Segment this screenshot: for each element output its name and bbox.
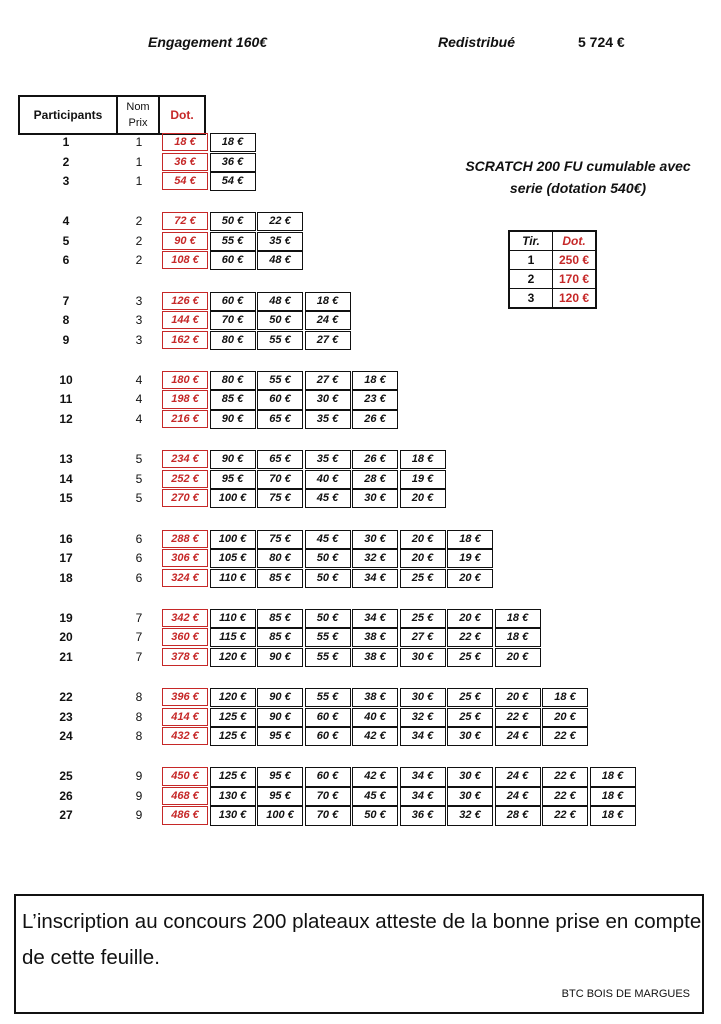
prize-cell: 25 €	[447, 648, 493, 667]
dotation-cell: 378 €	[162, 648, 208, 666]
prize-cell: 38 €	[352, 628, 398, 647]
prize-cell: 60 €	[210, 292, 256, 311]
dotation-cell: 306 €	[162, 549, 208, 567]
prize-cell: 125 €	[210, 767, 256, 786]
prize-cell: 18 €	[590, 787, 636, 806]
prize-cell: 60 €	[305, 767, 351, 786]
prize-cell: 95 €	[257, 767, 303, 786]
prize-cell: 20 €	[542, 708, 588, 727]
prize-cell: 34 €	[400, 767, 446, 786]
participants-count: 1	[62, 135, 70, 149]
prize-cell: 54 €	[210, 172, 256, 191]
prize-cell: 19 €	[447, 549, 493, 568]
tir-dot-header: Dot.	[553, 231, 597, 251]
prize-cell: 60 €	[305, 708, 351, 727]
prize-cell: 80 €	[210, 371, 256, 390]
participants-count: 9	[62, 332, 70, 347]
tir-dot: 120 €	[553, 289, 597, 309]
prize-cell: 55 €	[257, 371, 303, 390]
participants-count: 7	[62, 293, 70, 308]
prize-cell: 48 €	[257, 292, 303, 311]
prize-cell: 22 €	[447, 628, 493, 647]
club-name: BTC BOIS DE MARGUES	[561, 988, 690, 1000]
participants-count: 26	[59, 788, 73, 803]
nom-prix-count: 1	[135, 154, 143, 169]
prize-cells	[162, 172, 257, 191]
prize-cell: 18 €	[495, 609, 541, 628]
participants-count: 27	[59, 808, 73, 823]
nom-prix-count: 9	[135, 808, 143, 823]
prize-cells	[162, 806, 637, 825]
prize-cell: 85 €	[257, 628, 303, 647]
nom-prix-count: 4	[135, 372, 143, 387]
prize-cell: 55 €	[305, 648, 351, 667]
prize-cell: 50 €	[305, 549, 351, 568]
prize-cell: 50 €	[210, 212, 256, 231]
prize-cell: 90 €	[257, 688, 303, 707]
prize-cell: 110 €	[210, 569, 256, 588]
prize-cell: 18 €	[210, 133, 256, 152]
prize-cells	[162, 648, 542, 667]
prize-cell: 36 €	[210, 153, 256, 172]
dotation-cell: 90 €	[162, 232, 208, 250]
prize-cell: 125 €	[210, 708, 256, 727]
prize-cell: 90 €	[257, 648, 303, 667]
prize-cell: 60 €	[305, 727, 351, 746]
prize-cell: 22 €	[257, 212, 303, 231]
table-header	[18, 95, 206, 135]
nom-prix-count: 6	[135, 551, 143, 565]
prize-cell: 38 €	[352, 648, 398, 667]
prize-cells	[162, 530, 495, 549]
prize-cell: 95 €	[257, 787, 303, 806]
participants-count: 24	[59, 729, 73, 744]
prize-cell: 30 €	[352, 489, 398, 508]
nom-prix-count: 9	[135, 788, 143, 803]
prize-cell: 20 €	[495, 688, 541, 707]
nom-prix-header	[117, 96, 159, 134]
prize-cell: 20 €	[447, 569, 493, 588]
prize-cell: 65 €	[257, 410, 303, 429]
dot-header: Dot.	[159, 96, 205, 134]
prize-cell: 55 €	[305, 688, 351, 707]
prize-cell: 100 €	[210, 530, 256, 549]
participants-count: 25	[59, 769, 73, 784]
dotation-cell: 72 €	[162, 212, 208, 230]
prize-cell: 130 €	[210, 806, 256, 825]
participants-count: 5	[62, 233, 70, 248]
prize-cell: 32 €	[400, 708, 446, 727]
participants-count: 2	[62, 154, 70, 169]
participants-count: 10	[59, 372, 73, 387]
prize-cell: 22 €	[542, 806, 588, 825]
participants-count: 22	[59, 690, 73, 705]
nom-prix-count: 7	[135, 649, 143, 664]
prize-cells	[162, 371, 400, 390]
scratch-note	[440, 155, 716, 199]
prize-cells	[162, 549, 495, 568]
participants-count: 17	[59, 551, 73, 565]
prize-cell: 18 €	[542, 688, 588, 707]
prize-cell: 85 €	[210, 390, 256, 409]
prize-cell: 90 €	[257, 708, 303, 727]
prize-cells	[162, 410, 400, 429]
nom-prix-count: 3	[135, 293, 143, 308]
prize-cell: 105 €	[210, 549, 256, 568]
prize-cell: 70 €	[305, 787, 351, 806]
prize-cell: 50 €	[257, 311, 303, 330]
prize-cell: 42 €	[352, 767, 398, 786]
prize-cells	[162, 489, 447, 508]
prize-cell: 18 €	[352, 371, 398, 390]
prize-cell: 50 €	[352, 806, 398, 825]
prize-cell: 20 €	[495, 648, 541, 667]
nom-prix-count: 5	[135, 491, 143, 506]
participants-count: 23	[59, 709, 73, 724]
prize-cells	[162, 153, 257, 172]
dotation-cell: 486 €	[162, 806, 208, 824]
prize-cell: 18 €	[400, 450, 446, 469]
prize-cell: 95 €	[257, 727, 303, 746]
prize-cell: 22 €	[542, 727, 588, 746]
dotation-cell: 36 €	[162, 153, 208, 171]
prize-cell: 48 €	[257, 251, 303, 270]
prize-cell: 20 €	[400, 530, 446, 549]
nom-prix-count: 8	[135, 709, 143, 724]
dotation-cell: 54 €	[162, 172, 208, 190]
dotation-cell: 108 €	[162, 251, 208, 269]
tir-number: 1	[509, 251, 553, 270]
nom-prix-count: 5	[135, 452, 143, 467]
prize-cells	[162, 133, 257, 152]
prize-cell: 27 €	[400, 628, 446, 647]
prize-cell: 20 €	[400, 489, 446, 508]
dotation-cell: 414 €	[162, 708, 208, 726]
prize-cells	[162, 688, 590, 707]
prize-cells	[162, 390, 400, 409]
prize-cells	[162, 331, 352, 350]
participants-count: 19	[59, 610, 73, 625]
dotation-cell: 126 €	[162, 292, 208, 310]
participants-count: 18	[59, 570, 73, 585]
participants-count: 13	[59, 452, 73, 467]
prize-cell: 65 €	[257, 450, 303, 469]
prize-cells	[162, 628, 542, 647]
nom-prix-count: 1	[135, 174, 143, 188]
notice-text: L’inscription au concours 200 plateaux atteste de la bonne prise en compte de cette feuille.	[22, 910, 702, 969]
prize-cell: 50 €	[305, 569, 351, 588]
prize-cells	[162, 470, 447, 489]
prize-cell: 25 €	[447, 708, 493, 727]
prize-cell: 20 €	[447, 609, 493, 628]
prize-cell: 50 €	[305, 609, 351, 628]
prize-cell: 22 €	[495, 708, 541, 727]
prize-cell: 28 €	[352, 470, 398, 489]
prize-cell: 30 €	[352, 530, 398, 549]
nom-prix-count: 4	[135, 392, 143, 407]
participants-count: 12	[59, 411, 73, 426]
prize-cell: 35 €	[305, 450, 351, 469]
nom-prix-count: 2	[135, 253, 143, 268]
prize-cell: 27 €	[305, 331, 351, 350]
nom-prix-count: 2	[135, 233, 143, 248]
tir-number: 3	[509, 289, 553, 309]
prize-cell: 120 €	[210, 688, 256, 707]
prize-cell: 34 €	[352, 609, 398, 628]
notice-box	[14, 894, 704, 1014]
nom-prix-count: 7	[135, 610, 143, 625]
dotation-cell: 162 €	[162, 331, 208, 349]
prize-cells	[162, 311, 352, 330]
prize-cells	[162, 708, 590, 727]
participants-count: 6	[62, 253, 70, 268]
prize-cells	[162, 450, 447, 469]
prize-cells	[162, 609, 542, 628]
prize-cell: 18 €	[305, 292, 351, 311]
prize-cell: 28 €	[495, 806, 541, 825]
dotation-cell: 396 €	[162, 688, 208, 706]
prize-cell: 18 €	[590, 767, 636, 786]
prize-cell: 25 €	[400, 569, 446, 588]
participants-header: Participants	[19, 96, 117, 134]
prize-cell: 55 €	[305, 628, 351, 647]
prize-cells	[162, 767, 637, 786]
participants-count: 3	[62, 174, 70, 188]
nom-prix-count: 6	[135, 570, 143, 585]
prize-cell: 40 €	[352, 708, 398, 727]
prize-cell: 100 €	[210, 489, 256, 508]
prize-cell: 19 €	[400, 470, 446, 489]
nom-prix-count: 8	[135, 729, 143, 744]
nom-header: Nom	[126, 101, 150, 113]
prize-cell: 34 €	[400, 787, 446, 806]
tir-dot: 250 €	[553, 251, 597, 270]
prize-cell: 85 €	[257, 569, 303, 588]
prize-cell: 130 €	[210, 787, 256, 806]
prize-cell: 22 €	[542, 767, 588, 786]
nom-prix-count: 7	[135, 630, 143, 645]
prize-cell: 24 €	[305, 311, 351, 330]
dotation-cell: 198 €	[162, 390, 208, 408]
dotation-cell: 450 €	[162, 767, 208, 785]
prize-cell: 26 €	[352, 450, 398, 469]
prize-cell: 45 €	[352, 787, 398, 806]
nom-prix-count: 9	[135, 769, 143, 784]
prize-cell: 125 €	[210, 727, 256, 746]
prize-cell: 18 €	[495, 628, 541, 647]
scratch-table	[508, 230, 597, 309]
prize-cell: 110 €	[210, 609, 256, 628]
dotation-cell: 360 €	[162, 628, 208, 646]
nom-prix-count: 6	[135, 531, 143, 546]
dotation-cell: 252 €	[162, 470, 208, 488]
nom-prix-count: 4	[135, 411, 143, 426]
nom-prix-count: 2	[135, 214, 143, 229]
participants-count: 20	[59, 630, 73, 645]
prize-cell: 90 €	[210, 450, 256, 469]
prize-cell: 22 €	[542, 787, 588, 806]
dotation-cell: 234 €	[162, 450, 208, 468]
prize-cells	[162, 569, 495, 588]
nom-prix-count: 5	[135, 471, 143, 486]
prize-cell: 100 €	[257, 806, 303, 825]
prize-cell: 38 €	[352, 688, 398, 707]
prize-cells	[162, 232, 305, 251]
prize-cell: 55 €	[210, 232, 256, 251]
nom-prix-count: 8	[135, 690, 143, 705]
prize-cell: 25 €	[400, 609, 446, 628]
participants-count: 11	[59, 392, 73, 407]
scratch-line-2: serie (dotation 540€)	[509, 180, 647, 196]
participants-count: 16	[59, 531, 73, 546]
participants-count: 8	[62, 313, 70, 328]
prize-cell: 32 €	[447, 806, 493, 825]
participants-count: 14	[59, 471, 73, 486]
prize-cells	[162, 212, 305, 231]
prize-cell: 120 €	[210, 648, 256, 667]
tir-dot: 170 €	[553, 270, 597, 289]
nom-prix-count: 1	[135, 135, 143, 149]
prize-cell: 26 €	[352, 410, 398, 429]
participants-count: 4	[62, 214, 70, 229]
prize-cells	[162, 727, 590, 746]
prize-cell: 80 €	[210, 331, 256, 350]
prize-cell: 23 €	[352, 390, 398, 409]
dotation-cell: 324 €	[162, 569, 208, 587]
tir-header: Tir.	[509, 231, 553, 251]
dotation-cell: 432 €	[162, 727, 208, 745]
prize-cell: 32 €	[352, 549, 398, 568]
prize-cell: 34 €	[400, 727, 446, 746]
tir-number: 2	[509, 270, 553, 289]
nom-prix-count: 3	[135, 332, 143, 347]
prize-cell: 34 €	[352, 569, 398, 588]
nom-prix-count: 3	[135, 313, 143, 328]
prize-cell: 30 €	[400, 688, 446, 707]
participants-count: 15	[59, 491, 73, 506]
dotation-cell: 18 €	[162, 133, 208, 151]
dotation-cell: 342 €	[162, 609, 208, 627]
prize-cell: 18 €	[590, 806, 636, 825]
prize-cell: 60 €	[210, 251, 256, 270]
prize-cell: 30 €	[447, 787, 493, 806]
prize-cells	[162, 787, 637, 806]
dotation-cell: 270 €	[162, 489, 208, 507]
prize-cell: 45 €	[305, 489, 351, 508]
prize-cell: 25 €	[447, 688, 493, 707]
prize-cell: 55 €	[257, 331, 303, 350]
redistribue-label: Redistribué	[438, 34, 516, 50]
prize-cell: 30 €	[447, 767, 493, 786]
prize-cells	[162, 292, 352, 311]
prize-cell: 30 €	[400, 648, 446, 667]
prize-cells	[162, 251, 305, 270]
dotation-cell: 468 €	[162, 787, 208, 805]
prize-cell: 24 €	[495, 727, 541, 746]
prize-cell: 35 €	[257, 232, 303, 251]
prize-cell: 85 €	[257, 609, 303, 628]
engagement-label: Engagement 160€	[148, 34, 268, 50]
prize-cell: 75 €	[257, 489, 303, 508]
dotation-cell: 216 €	[162, 410, 208, 428]
prize-cell: 42 €	[352, 727, 398, 746]
dotation-cell: 288 €	[162, 530, 208, 548]
dotation-cell: 180 €	[162, 371, 208, 389]
prix-header: Prix	[128, 117, 148, 129]
prize-cell: 70 €	[210, 311, 256, 330]
prize-cell: 45 €	[305, 530, 351, 549]
prize-cell: 80 €	[257, 549, 303, 568]
prize-cell: 95 €	[210, 470, 256, 489]
prize-cell: 24 €	[495, 787, 541, 806]
prize-cell: 30 €	[447, 727, 493, 746]
prize-cell: 90 €	[210, 410, 256, 429]
participants-count: 21	[59, 649, 73, 664]
prize-cell: 30 €	[305, 390, 351, 409]
scratch-line-1: SCRATCH 200 FU cumulable avec	[465, 158, 691, 174]
prize-cell: 70 €	[305, 806, 351, 825]
prize-cell: 75 €	[257, 530, 303, 549]
dotation-cell: 144 €	[162, 311, 208, 329]
redistribue-value: 5 724 €	[578, 34, 625, 50]
prize-cell: 115 €	[210, 628, 256, 647]
prize-cell: 70 €	[257, 470, 303, 489]
prize-cell: 27 €	[305, 371, 351, 390]
prize-cell: 60 €	[257, 390, 303, 409]
prize-cell: 24 €	[495, 767, 541, 786]
prize-cell: 35 €	[305, 410, 351, 429]
prize-cell: 40 €	[305, 470, 351, 489]
prize-cell: 36 €	[400, 806, 446, 825]
prize-cell: 20 €	[400, 549, 446, 568]
prize-cell: 18 €	[447, 530, 493, 549]
